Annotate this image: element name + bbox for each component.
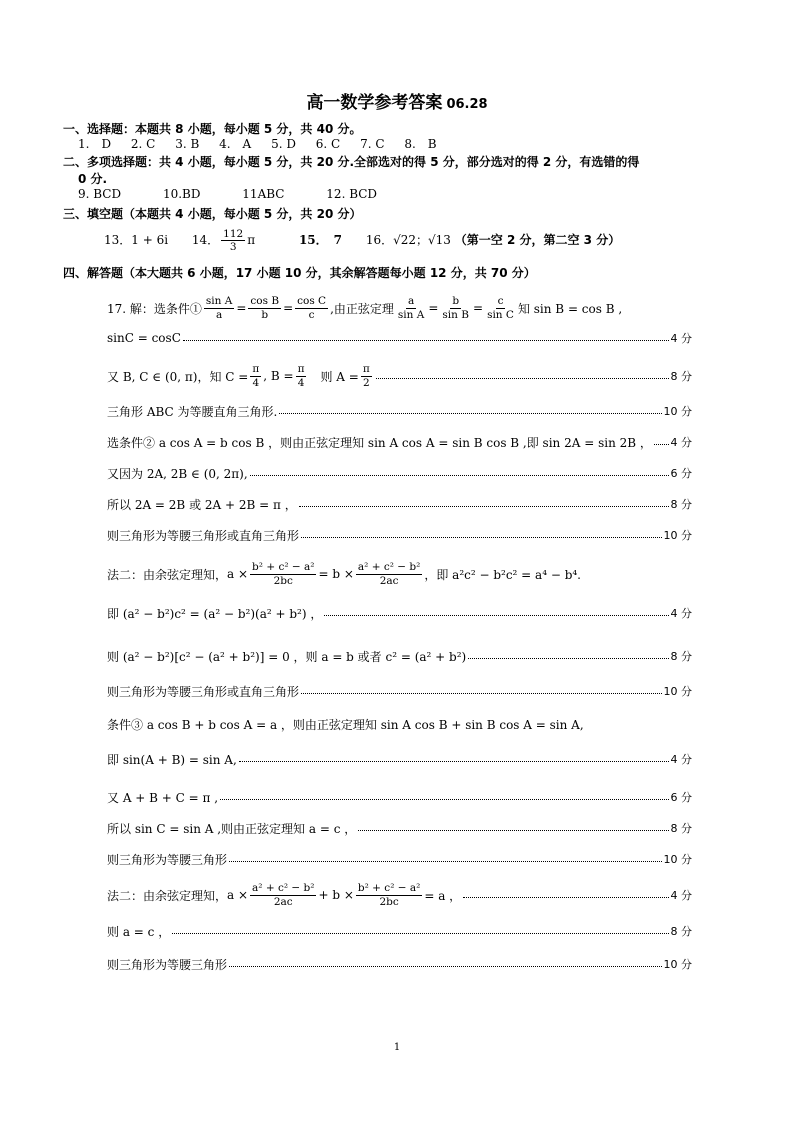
q14-pi: π <box>247 233 256 248</box>
score-label: 6 分 <box>670 467 692 480</box>
answer-item: 7. C <box>360 137 385 151</box>
solution-line: 条件③ a cos B + b cos A = a ，则由正弦定理知 sin A cos B + sin B cos A = sin A, <box>107 717 584 732</box>
answer-item: 9. BCD <box>78 187 122 201</box>
fraction: $\frac{\text{cos C}}{c}$ <box>297 295 327 321</box>
dot-leader <box>229 966 661 967</box>
answer-item: 6. C <box>315 137 341 151</box>
section-heading-3: 三、填空题（本题共 4 小题，每小题 5 分，共 20 分） <box>63 207 362 221</box>
solution-line: 法二：由余弦定理知， a × $\frac{\text{b² + c² − a²}}{2bc}$ = b × $\frac{\text{a² + c² − b²}}{2ac}$ ，即 a²c² − b²c² = a⁴ − b⁴. <box>107 561 582 587</box>
dot-leader <box>250 475 669 476</box>
score-label: 4 分 <box>670 332 692 345</box>
score-label: 10 分 <box>663 958 692 971</box>
fraction: $\frac{b}{\text{sin B}}$ <box>442 295 469 321</box>
answer-item: 11ABC <box>242 187 285 201</box>
dot-leader <box>239 761 669 762</box>
fraction: $\frac{a}{\text{sin A}}$ <box>397 295 425 321</box>
solution-line: 三角形 ABC 为等腰直角三角形. 10 分 <box>107 404 692 419</box>
score-label: 10 分 <box>663 853 692 866</box>
score-label: 8 分 <box>670 498 692 511</box>
solution-line: 又因为 2A, 2B ∈ (0, 2π), 6 分 <box>107 466 692 481</box>
dot-leader <box>183 340 669 341</box>
section-heading-4: 四、解答题（本大题共 6 小题，17 小题 10 分，其余解答题每小题 12 分，共 70 分） <box>63 266 536 280</box>
dot-leader <box>299 506 669 507</box>
fraction: $\frac{\pi}{2}$ <box>362 363 370 389</box>
solution-line: 则 a = c ， 8 分 <box>107 924 692 939</box>
page-number: 1 <box>393 1042 401 1053</box>
fraction: $\frac{\text{b² + c² − a²}}{2bc}$ <box>357 882 421 908</box>
title-date: 06.28 <box>446 97 488 112</box>
score-label: 8 分 <box>670 925 692 938</box>
q14-fraction <box>221 228 245 253</box>
score-label: 8 分 <box>670 650 692 663</box>
fraction: $\frac{\pi}{4}$ <box>252 363 260 389</box>
dot-leader <box>301 693 661 694</box>
dot-leader <box>301 537 661 538</box>
q14-den: 3 <box>229 241 237 254</box>
score-label: 10 分 <box>663 529 692 542</box>
solution-line: sinC = cosC 4 分 <box>107 331 692 345</box>
page-title <box>0 88 794 113</box>
score-label: 8 分 <box>670 822 692 835</box>
answer-item: 12. BCD <box>326 187 378 201</box>
score-label: 10 分 <box>663 685 692 698</box>
fraction: $\frac{\text{sin A}}{a}$ <box>205 295 233 321</box>
solution-line: 则 (a² − b²)[c² − (a² + b²)] = 0 ，则 a = b 或者 c² = (a² + b²) 8 分 <box>107 649 692 664</box>
q16-label: 16． <box>365 233 394 248</box>
q16-note: （第一空 2 分，第二空 3 分） <box>454 233 621 248</box>
fraction: $\frac{\text{b² + c² − a²}}{2bc}$ <box>252 561 315 587</box>
section-heading-2: 二、多项选择题：共 4 小题，每小题 5 分，共 20 分.全部选对的得 5 分，部分选对的得 2 分，有选错的得 <box>63 155 640 169</box>
fraction: $\frac{c}{\text{sin C}}$ <box>487 295 514 321</box>
answer-item: 8. B <box>404 137 437 151</box>
q16-answer: √22；√13 <box>393 233 451 248</box>
answer-item: 1. D <box>78 137 112 151</box>
q14-num: 112 <box>223 228 244 240</box>
solution-line: 即 (a² − b²)c² = (a² − b²)(a² + b²) ， 4 分 <box>107 606 692 621</box>
choice-answers <box>78 135 453 152</box>
multi-answers <box>78 187 415 201</box>
score-label: 10 分 <box>663 405 692 418</box>
q13-answer: 13．1 + 6i <box>104 233 169 248</box>
dot-leader <box>358 830 668 831</box>
score-label: 6 分 <box>670 791 692 804</box>
section-heading-2-cont: 0 分. <box>78 172 108 186</box>
solution-line: 又 B, C ∈ (0, π)，知 C = $\frac{\pi}{4}$ , B = $\frac{\pi}{4}$ 则 A = $\frac{\pi}{2}$ 8 分 <box>107 363 692 389</box>
solution-line: 17. 解：选条件① $\frac{\text{sin A}}{a}$ = $\frac{\text{cos B}}{b}$ = $\frac{\text{cos C}}{c}$ ,由正弦定理 $\frac{a}{\text{sin A}}$ = $\frac{b}{\text{sin B}}$ = $\frac{c}{\text{sin C}}$ 知 sin B = cos B , <box>107 295 623 321</box>
answer-item: 2. C <box>130 137 156 151</box>
q14-label: 14． <box>191 233 220 248</box>
dot-leader <box>463 897 668 898</box>
dot-leader <box>172 933 668 934</box>
solution-line: 则三角形为等腰三角形或直角三角形 10 分 <box>107 684 692 699</box>
solution-line: 所以 sin C = sin A ,则由正弦定理知 a = c ， 8 分 <box>107 821 692 836</box>
solution-line: 选条件② a cos A = b cos B ，则由正弦定理知 sin A cos A = sin B cos B ,即 sin 2A = sin 2B ， 4 分 <box>107 435 692 450</box>
solution-line: 则三角形为等腰三角形或直角三角形 10 分 <box>107 528 692 543</box>
fraction: $\frac{\text{a² + c² − b²}}{2ac}$ <box>357 561 421 587</box>
fraction: $\frac{\pi}{4}$ <box>297 363 305 389</box>
score-label: 4 分 <box>670 607 692 620</box>
answer-item: 10.BD <box>162 187 201 201</box>
score-label: 8 分 <box>670 370 692 383</box>
dot-leader <box>468 658 668 659</box>
section-heading-1: 一、选择题：本题共 8 小题，每小题 5 分，共 40 分。 <box>63 122 362 136</box>
solution-line: 又 A + B + C = π , 6 分 <box>107 790 692 805</box>
score-label: 4 分 <box>670 753 692 766</box>
score-label: 4 分 <box>670 436 692 449</box>
line-text: 17. 解：选条件① <box>107 301 202 316</box>
title-text: 高一数学参考答案 <box>306 93 443 113</box>
answer-item: 5. D <box>271 137 296 151</box>
dot-leader <box>654 444 669 445</box>
fraction: $\frac{\text{a² + c² − b²}}{2ac}$ <box>252 882 315 908</box>
solution-line: 即 sin(A + B) = sin A, 4 分 <box>107 752 692 767</box>
answer-item: 3. B <box>175 137 200 151</box>
solution-line: 法二：由余弦定理知， a × $\frac{\text{a² + c² − b²}}{2ac}$ + b × $\frac{\text{b² + c² − a²}}{2bc}$ = a ， 4 分 <box>107 882 692 908</box>
dot-leader <box>220 799 668 800</box>
answer-item: 4. A <box>219 137 252 151</box>
solution-line: 所以 2A = 2B 或 2A + 2B = π ， 8 分 <box>107 497 692 512</box>
dot-leader <box>279 413 661 414</box>
score-label: 4 分 <box>670 889 692 902</box>
dot-leader <box>376 378 669 379</box>
dot-leader <box>229 861 661 862</box>
fraction: $\frac{\text{cos B}}{b}$ <box>250 295 280 321</box>
solution-line: 则三角形为等腰三角形 10 分 <box>107 957 692 972</box>
dot-leader <box>324 615 668 616</box>
fill-answers <box>104 228 620 253</box>
q15-answer: 15． 7 <box>298 233 342 248</box>
solution-line: 则三角形为等腰三角形 10 分 <box>107 852 692 867</box>
